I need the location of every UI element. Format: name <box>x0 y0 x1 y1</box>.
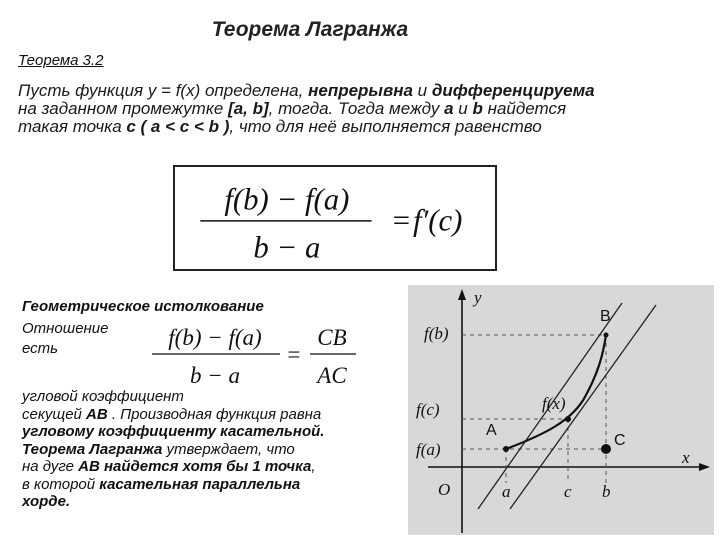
theorem-label: Теорема 3.2 <box>18 52 104 69</box>
ratio-cb: CB <box>317 325 347 350</box>
statement-text: такая точка <box>18 117 127 136</box>
statement-bold: непрерывна <box>308 81 413 100</box>
graph-drawing <box>408 285 714 535</box>
statement-text: и <box>453 99 473 118</box>
page-title: Теорема Лагранжа <box>211 18 409 41</box>
axis-x-label: x <box>682 448 690 467</box>
fx-label: f(x) <box>542 394 566 413</box>
explain-text: секущей <box>22 405 87 423</box>
lagrange-graph <box>408 285 714 535</box>
statement-bold: c ( a < c < b ) <box>126 117 230 136</box>
point-b <box>604 333 609 338</box>
explain-bold: Теорема Лагранжа <box>22 440 163 458</box>
explain-text: утверждает, что <box>162 440 295 458</box>
statement-text: , тогда. Тогда между <box>268 99 445 118</box>
point-tangency <box>565 416 571 422</box>
axis-y-label: y <box>474 288 482 307</box>
point-c <box>601 444 611 454</box>
tick-a-label: a <box>502 482 511 501</box>
explain-text: в которой <box>22 475 100 493</box>
fa-label: f(a) <box>416 440 441 459</box>
explain-line <box>22 493 402 511</box>
y-axis-arrow <box>458 289 466 300</box>
statement-line-2 <box>18 100 708 118</box>
explain-text: , <box>311 458 316 475</box>
explain-line <box>22 406 402 424</box>
formula-numerator: f(b) − f(a) <box>224 182 350 217</box>
statement-bold: дифференцируема <box>431 81 595 100</box>
statement-bold: b <box>472 99 483 118</box>
ratio-ac: AC <box>317 363 347 388</box>
formula-rhs: f′(c) <box>412 203 463 238</box>
origin-label: O <box>438 480 451 499</box>
fc-label: f(c) <box>416 400 440 419</box>
explain-text: . Производная функция равна <box>107 405 322 423</box>
explain-line <box>22 423 402 441</box>
fb-label: f(b) <box>424 324 449 343</box>
explain-bold: АВ найдется хотя бы 1 точка <box>78 458 312 475</box>
statement-bold: a <box>444 99 454 118</box>
explain-line <box>22 476 402 494</box>
geometric-heading: Геометрическое истолкование <box>22 298 264 315</box>
explain-bold: касательная параллельна <box>99 475 301 493</box>
explain-bold: угловому коэффициенту касательной. <box>22 423 325 440</box>
function-curve <box>506 335 606 449</box>
formula-box <box>173 165 497 271</box>
explain-line: угловой коэффициент <box>22 388 184 405</box>
point-a <box>503 446 509 452</box>
tangent-line <box>510 305 656 509</box>
explain-line <box>22 458 402 476</box>
formula-equals: = <box>390 203 412 238</box>
ratio-equals: = <box>286 342 302 367</box>
statement-text: и <box>412 81 432 100</box>
theorem-statement <box>18 82 708 136</box>
lagrange-formula <box>175 167 495 269</box>
tick-b-label: b <box>602 482 611 501</box>
geometric-explanation <box>22 388 402 511</box>
formula-denominator: b − a <box>253 230 321 265</box>
ratio-formula <box>150 318 370 392</box>
tick-c-label: c <box>564 482 572 501</box>
ratio-label: Отношение <box>22 320 109 337</box>
x-axis-arrow <box>699 463 710 471</box>
statement-line-3 <box>18 118 708 136</box>
statement-text: найдется <box>482 99 567 118</box>
ratio-denominator: b − a <box>189 363 241 388</box>
is-label: есть <box>22 340 59 357</box>
statement-bold: [a, b] <box>228 99 269 118</box>
explain-bold: АВ <box>86 405 108 423</box>
statement-line-1 <box>18 82 708 100</box>
ratio-numerator: f(b) − f(a) <box>168 325 262 350</box>
explain-text: на дуге <box>22 458 79 475</box>
statement-text: , что для неё выполняется равенство <box>229 117 542 136</box>
statement-text: на заданном промежутке <box>18 99 229 118</box>
point-b-label: B <box>600 308 611 325</box>
point-c-label: C <box>614 432 626 449</box>
explain-line <box>22 441 402 459</box>
explain-bold: хорде. <box>22 493 71 510</box>
point-a-label: A <box>486 422 497 439</box>
statement-text: Пусть функция y = f(x) определена, <box>18 81 309 100</box>
